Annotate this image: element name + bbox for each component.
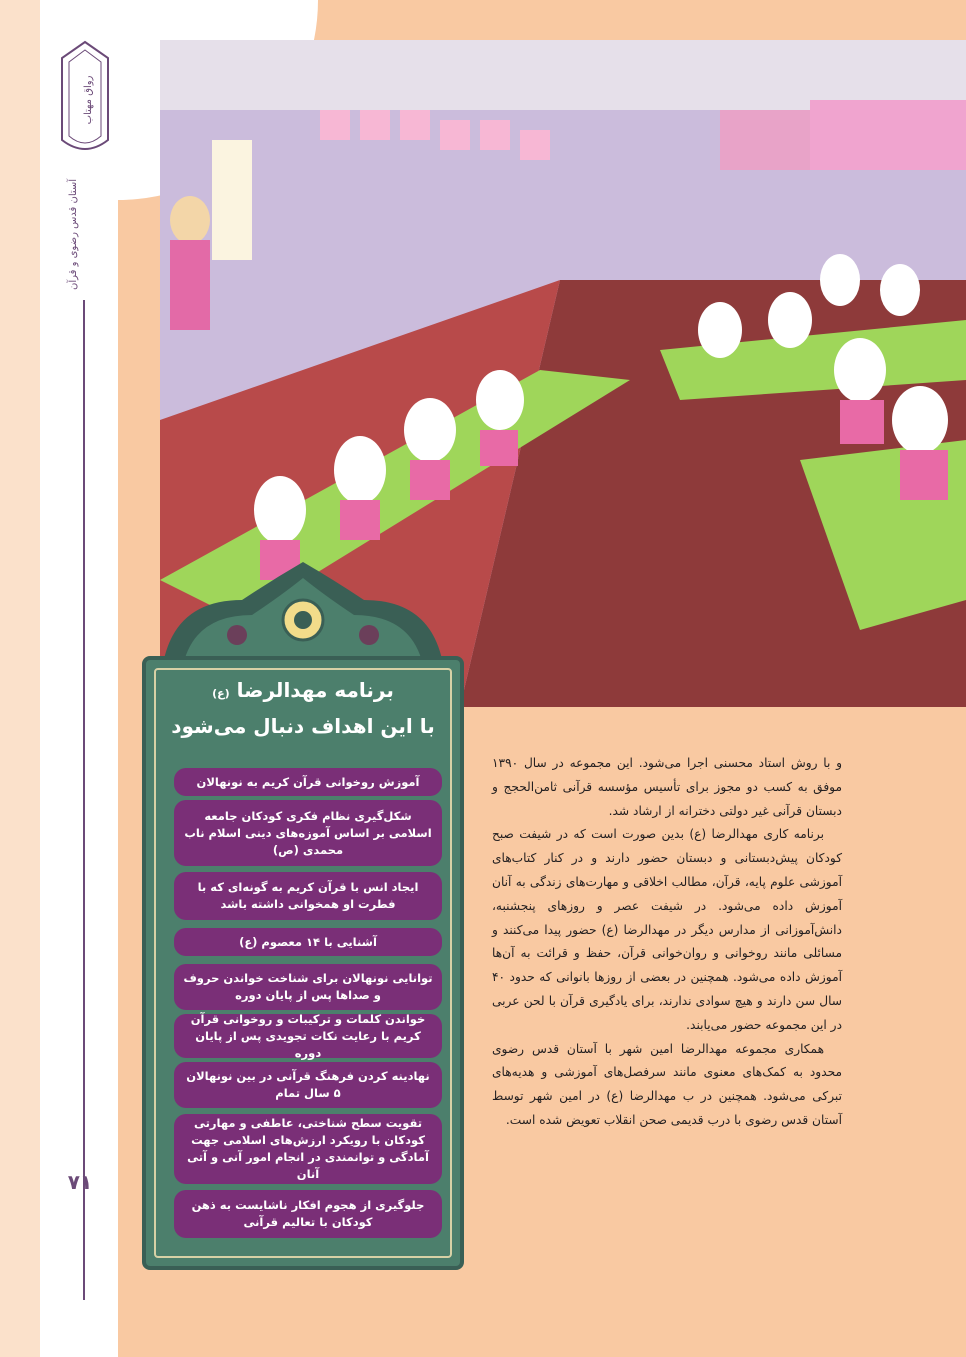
goal-item: شکل‌گیری نظام فکری کودکان جامعه اسلامی بر اساس آموزه‌های دینی اسلام ناب محمدی (ص) <box>174 800 442 866</box>
panel-title <box>160 674 446 742</box>
goal-item: توانایی نونهالان برای شناخت خواندن حروف و صداها پس از پایان دوره <box>174 964 442 1010</box>
goal-item: جلوگیری از هجوم افکار ناشایست به ذهن کودکان با تعالیم قرآنی <box>174 1190 442 1238</box>
sidebar <box>0 0 118 1357</box>
article-paragraph: برنامه کاری مهدالرضا (ع) بدین صورت است که در شیفت صبح کودکان پیش‌دبستانی و دبستان حضور دارند و در کنار کتاب‌های آموزشی علوم پایه، قرآن، مطالب اخلاقی و مهارت‌های زندگی به آنان آموزش داده می‌شود. در شیفت عصر و روزهای پنجشنبه، دانش‌آموزانی از مدارس دیگر در مهدالرضا (ع) حضور پیدا می‌کنند و مسائلی مانند روخوانی و روان‌خوانی قرآن، حفظ و قرائت به آن‌ها آموزش داده می‌شود. همچنین در بعضی از روزها بانوانی که حدود ۴۰ سال سن دارند و هیچ سوادی ندارند، برای یادگیری قرآن با لحن عربی در این مجموعه حضور می‌یابند. <box>492 827 842 1032</box>
article-paragraph: و با روش استاد محسنی اجرا می‌شود. این مجموعه در سال ۱۳۹۰ موفق به کسب دو مجوز برای تأسیس مؤسسه قرآنی ثامن‌الحجج و دبستان قرآنی غیر دولتی دخترانه از ارشاد شد. <box>492 756 842 818</box>
goal-item: تقویت سطح شناختی، عاطفی و مهارتی کودکان با رویکرد ارزش‌های اسلامی جهت آمادگی و توانمندی در انجام امور آنی و آتی آنان <box>174 1114 442 1184</box>
ornament-line <box>82 300 86 1300</box>
goal-item: خواندن کلمات و ترکیبات و روخوانی قرآن کریم با رعایت نکات تجویدی پس از پایان دوره <box>174 1014 442 1058</box>
logo-text: رواق مهتاب <box>83 75 94 125</box>
panel-title-honorific: (ع) <box>212 687 230 700</box>
goal-item: آشنایی با ۱۴ معصوم (ع) <box>174 928 442 956</box>
goals-panel <box>142 560 464 1270</box>
article-body <box>492 752 842 1133</box>
sidebar-strip <box>0 0 40 1357</box>
panel-body <box>142 656 464 1270</box>
magazine-name: آستان قدس رضوی و قرآن <box>68 178 79 290</box>
goal-item: آموزش روخوانی قرآن کریم به نونهالان <box>174 768 442 796</box>
page-number: ۷۱ <box>67 1170 93 1194</box>
goal-item: نهادینه کردن فرهنگ قرآنی در بین نونهالان ۵ سال تمام <box>174 1062 442 1108</box>
panel-title-line2: با این اهداف دنبال می‌شود <box>171 714 435 738</box>
magazine-logo <box>56 40 114 160</box>
goal-item: ایجاد انس با قرآن کریم به گونه‌ای که با فطرت او همخوانی داشته باشد <box>174 872 442 920</box>
panel-ornament <box>142 560 464 670</box>
article-paragraph: همکاری مجموعه مهدالرضا امین شهر با آستان قدس رضوی محدود به کمک‌های معنوی مانند سرفصل‌های آموزشی و هدیه‌های تبرکی می‌شود. همچنین در ب مهدالرضا (ع) در امین شهر توسط آستان قدس رضوی با درب قدیمی صحن انقلاب تعویض شده است. <box>492 1041 842 1127</box>
panel-title-line1: برنامه مهدالرضا <box>236 678 394 702</box>
